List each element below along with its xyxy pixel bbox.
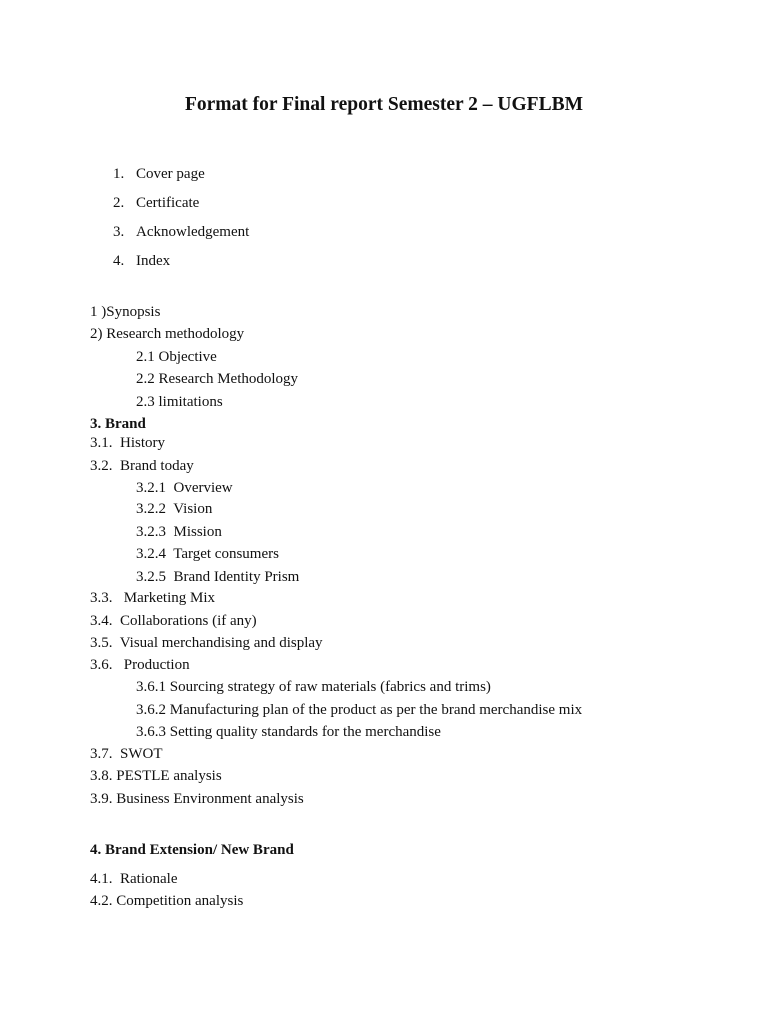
outline-heading: 3. Brand [90,416,146,432]
outline-subsection: 2.2 Research Methodology [136,371,299,387]
outline-subsection: 2.3 limitations [136,394,223,410]
outline-section: 4.2. Competition analysis [90,893,244,909]
list-item [113,165,205,183]
outline-section: 3.2. Brand today [90,458,194,474]
list-item-text: Certificate [136,195,200,211]
outline-section: 3.1. History [90,435,165,451]
outline-subsection: 3.2.4 Target consumers [136,546,279,562]
outline-subsection: 3.2.5 Brand Identity Prism [136,569,300,585]
outline-subsection: 3.6.3 Setting quality standards for the merchandise [136,724,441,740]
outline-section: 3.8. PESTLE analysis [90,768,222,784]
outline-section: 3.5. Visual merchandising and display [90,635,323,651]
outline-section: 3.3. Marketing Mix [90,590,215,606]
outline-section: 4.1. Rationale [90,871,178,887]
outline-heading: 4. Brand Extension/ New Brand [90,842,294,858]
outline-subsection: 2.1 Objective [136,349,217,365]
outline-section: 1 )Synopsis [90,304,161,320]
list-item [113,223,249,241]
list-item [113,194,199,212]
outline-section: 3.4. Collaborations (if any) [90,613,257,629]
outline-section: 3.9. Business Environment analysis [90,791,304,807]
outline-subsection: 3.6.1 Sourcing strategy of raw materials (fabrics and trims) [136,679,491,695]
outline-subsection: 3.2.2 Vision [136,501,213,517]
outline-section: 2) Research methodology [90,326,245,342]
list-item-text: Acknowledgement [136,224,250,240]
list-item-text: Cover page [136,166,205,182]
list-item-number: 4. [113,253,125,269]
outline-section: 3.6. Production [90,657,190,673]
outline-subsection: 3.2.3 Mission [136,524,222,540]
list-item-number: 1. [113,166,125,182]
outline-subsection: 3.2.1 Overview [136,480,233,496]
list-item-number: 2. [113,195,125,211]
outline-subsection: 3.6.2 Manufacturing plan of the product as per the brand merchandise mix [136,702,583,718]
outline-section: 3.7. SWOT [90,746,163,762]
document-title: Format for Final report Semester 2 – UGFLBM [184,94,584,115]
list-item-text: Index [136,253,171,269]
list-item [113,252,170,270]
list-item-number: 3. [113,224,125,240]
